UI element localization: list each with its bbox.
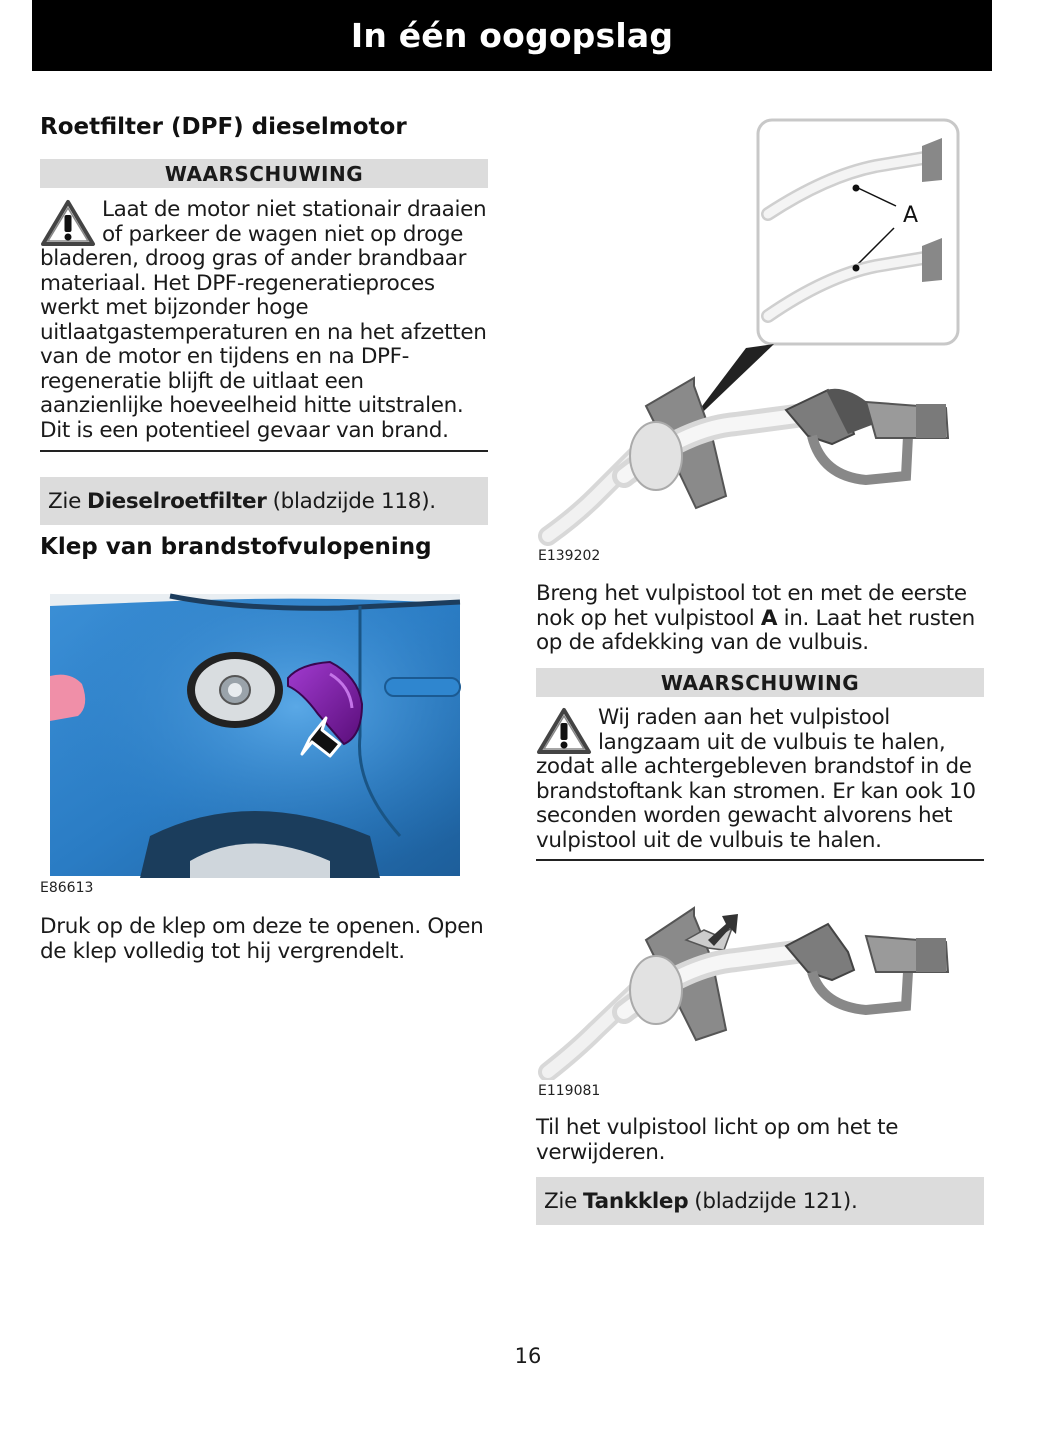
nozzle-text (536, 582, 986, 656)
header-title: In één oogopslag (350, 16, 674, 55)
warning-triangle-icon (40, 199, 96, 247)
nozzle-warning-divider (536, 859, 984, 861)
nozzle-warning-block (536, 706, 986, 853)
dpf-ref-suffix: (bladzijde 118). (272, 488, 436, 514)
remove-figure-code: E119081 (538, 1083, 601, 1099)
nozzle-text-after: in. Laat het rusten op de afdekking van de vulbuis. (536, 605, 975, 655)
nozzle-warning-label: WAARSCHUWING (536, 668, 984, 697)
flap-figure-code: E86613 (40, 880, 94, 896)
nozzle-remove-figure (536, 900, 984, 1080)
callout-letter: A (903, 203, 919, 228)
dpf-warning-text: Laat de motor niet stationair draaien of parkeer de wagen niet op droge bladeren, droog gras of ander brandbaar materiaal. Het DPF-regeneratieproces werkt met bijzonder hoge uitlaatgastemperaturen en na het afzetten van de motor en tijdens en na DPF-regeneratie blijft de uitlaat een aanzienlijke hoeveelheid hitte uitstralen. Dit is een potentieel gevaar van brand. (40, 197, 487, 443)
nozzle-insert-figure (536, 116, 984, 546)
fuel-flap-figure (40, 586, 480, 878)
nozzle-warning-text: Wij raden aan het vulpistool langzaam uit de vulbuis te halen, zodat alle achtergebleven brandstof in de brandstoftank kan stromen. Er kan ook 10 seconden worden gewacht alvorens het vulpistool uit de vulbuis te halen. (536, 705, 976, 853)
remove-ref-suffix: (bladzijde 121). (694, 1188, 858, 1214)
flap-text: Druk op de klep om deze te openen. Open de klep volledig tot hij vergrendelt. (40, 914, 484, 964)
nozzle-figure-code: E139202 (538, 548, 601, 564)
dpf-reference-box (40, 477, 488, 525)
dpf-warning-label: WAARSCHUWING (40, 159, 488, 188)
dpf-ref-prefix: Zie (48, 488, 82, 514)
dpf-heading: Roetfilter (DPF) dieselmotor (40, 114, 407, 140)
dpf-warning-block (40, 198, 490, 443)
remove-text: Til het vulpistool licht op om het te verwijderen. (536, 1115, 899, 1165)
remove-reference-box (536, 1177, 984, 1225)
remove-ref-link[interactable]: Tankklep (583, 1188, 689, 1214)
dpf-ref-link[interactable]: Dieselroetfilter (87, 488, 267, 514)
page-number: 16 (514, 1344, 542, 1368)
nozzle-text-before: Breng het vulpistool tot en met de eerste nok op het vulpistool (536, 581, 967, 631)
page-header (32, 0, 992, 71)
flap-heading: Klep van brandstofvulopening (40, 534, 432, 560)
remove-ref-prefix: Zie (544, 1188, 578, 1214)
nozzle-text-bold: A (760, 605, 778, 631)
warning-triangle-icon (536, 707, 592, 755)
dpf-warning-divider (40, 450, 488, 452)
